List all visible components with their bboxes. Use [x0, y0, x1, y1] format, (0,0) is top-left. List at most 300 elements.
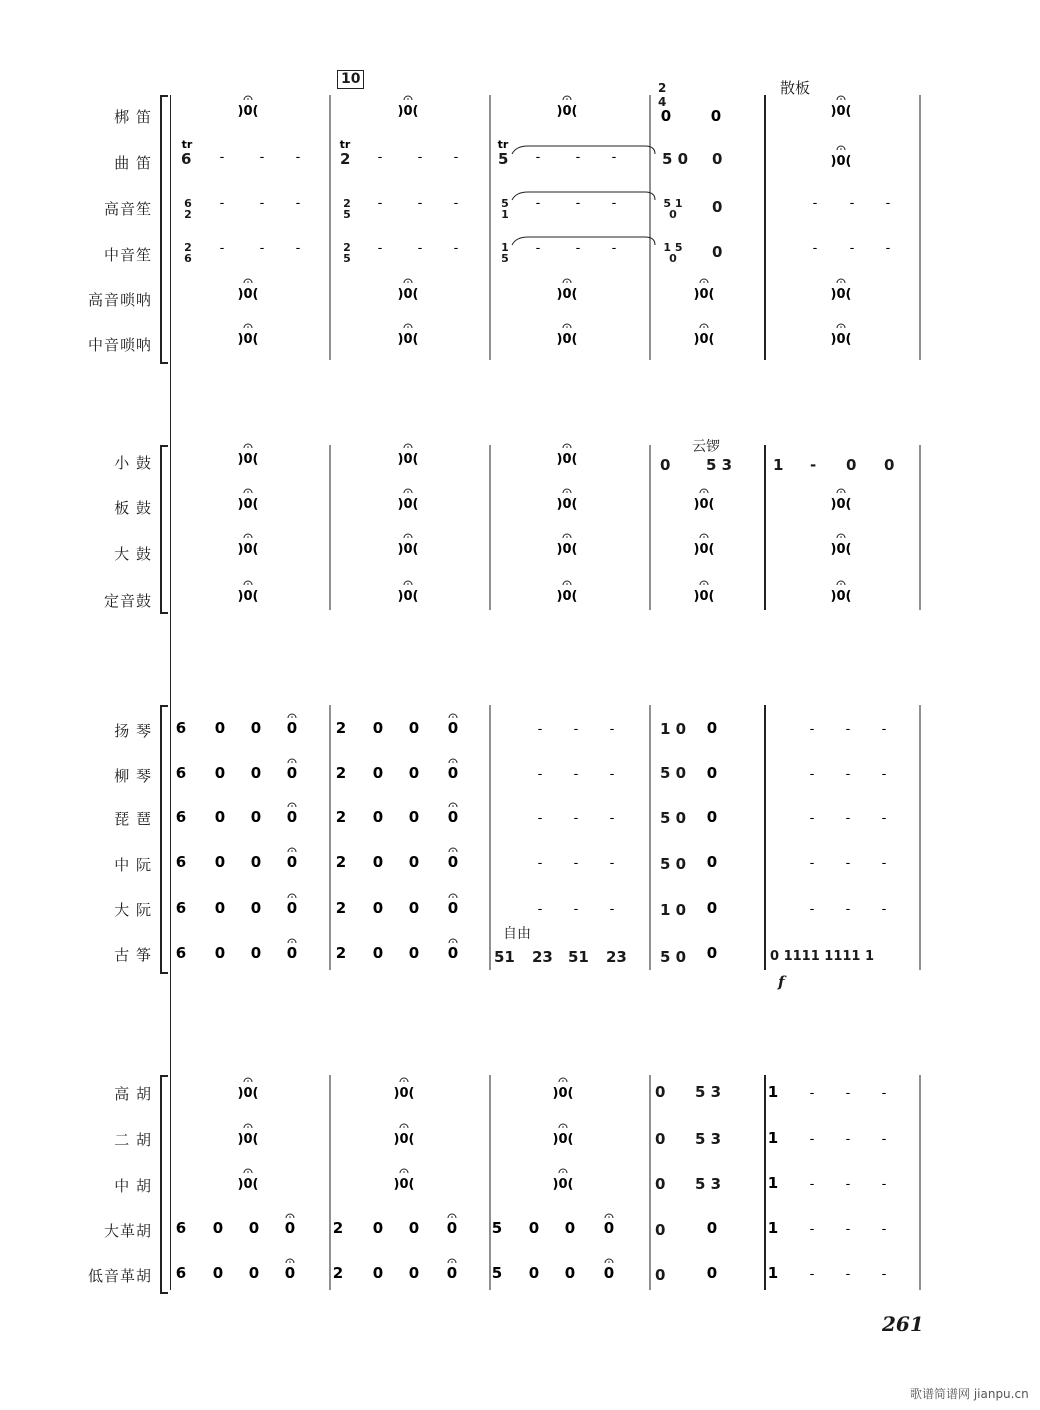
bass-m2-fzero-0: 0	[446, 1219, 458, 1237]
pluck-m2-note-3: 2	[335, 853, 347, 871]
perc-rest-fermata-3-1-dot	[407, 583, 409, 585]
bowed-m5-dash-2-2: -	[881, 1177, 887, 1192]
pluck-m1-fermata-0-dot	[291, 716, 293, 718]
pluck-m3-dash-3-0: -	[537, 856, 543, 871]
pluck-m4-zero-5: 0	[706, 944, 718, 962]
bowed-rest-fermata-2-0-dot	[247, 1171, 249, 1173]
bass-m3-note-1: 5	[491, 1264, 503, 1282]
bass-m2-zero-1-0: 0	[372, 1264, 384, 1282]
wind-rest-fermata-0-2-dot	[566, 98, 568, 100]
pluck-m2-note-0: 2	[335, 719, 347, 737]
pluck-m2-note-5: 2	[335, 944, 347, 962]
bass-m5-dash-0-1: -	[845, 1222, 851, 1237]
instrument-label-gaoyinsheng: 高音笙	[103, 200, 152, 218]
instrument-label-dingyingu: 定音鼓	[103, 592, 152, 610]
wind-dash-b-0-1: -	[417, 150, 423, 165]
wind-dash-m5-1-1: -	[849, 241, 855, 256]
bass-m1-zero-1-0: 0	[212, 1264, 224, 1282]
bass-m5-dash-1-2: -	[881, 1267, 887, 1282]
pluck-m5-dash-0-0: -	[809, 722, 815, 737]
page-number: 261	[882, 1312, 924, 1336]
pluck-m1-fzero-3: 0	[286, 853, 298, 871]
pluck-m3-dash-0-2: -	[609, 722, 615, 737]
perc-rest-0-0: )0(	[237, 452, 259, 467]
wind-dash-c-2-2: -	[611, 241, 617, 256]
pluck-m2-fermata-5-dot	[452, 941, 454, 943]
perc-rest-fermata-2-4-dot	[840, 536, 842, 538]
dagehu-m4: 0	[655, 1221, 666, 1239]
pluck-m2-zero-2-1: 0	[408, 808, 420, 826]
pluck-m2-note-4: 2	[335, 899, 347, 917]
pluck-m2-fzero-3: 0	[447, 853, 459, 871]
wind-dash-c-0-1: -	[575, 150, 581, 165]
pluck-m1-zero-2-0: 0	[214, 808, 226, 826]
pluck-m3-dash-4-2: -	[609, 902, 615, 917]
bowed-rest-fermata-0-0-dot	[247, 1080, 249, 1082]
bowed-rest-fermata-2-1-dot	[403, 1171, 405, 1173]
wind-dash-m5-0-1: -	[849, 196, 855, 211]
wind-dash-b-2-2: -	[453, 241, 459, 256]
bowed-m5-dash-0-1: -	[845, 1086, 851, 1101]
instrument-label-xiaogu: 小 鼓	[114, 454, 152, 472]
bowed-m4-notes-zhonghu: 5 3	[695, 1175, 722, 1193]
instrument-label-bangu: 板 鼓	[114, 499, 152, 517]
perc-rest-1-1: )0(	[397, 497, 419, 512]
pluck-m3-dash-0-0: -	[537, 722, 543, 737]
pluck-m2-zero-3-1: 0	[408, 853, 420, 871]
pluck-m5-dash-1-1: -	[845, 767, 851, 782]
bowed-m5-dash-0-0: -	[809, 1086, 815, 1101]
perc-rest-1-0: )0(	[237, 497, 259, 512]
qudi-m4-rest: 0	[712, 150, 723, 168]
perc-rest-1-4: )0(	[830, 497, 852, 512]
wind-rest-2-4: )0(	[830, 332, 852, 347]
pluck-m5-dash-2-1: -	[845, 811, 851, 826]
bass-m4-zero-1: 0	[706, 1264, 718, 1282]
pluck-m3-dash-1-0: -	[537, 767, 543, 782]
pluck-m1-fermata-3-dot	[291, 850, 293, 852]
bowed-rest-1-2: )0(	[552, 1132, 574, 1147]
bass-m2-fermata-0-dot	[451, 1216, 453, 1218]
tie-wind-2	[512, 237, 655, 245]
pluck-m1-note-3: 6	[175, 853, 187, 871]
bass-m3-fzero-0: 0	[603, 1219, 615, 1237]
xiaogu-m5-dash: -	[810, 456, 817, 474]
wind-dash-c-0-2: -	[611, 150, 617, 165]
pluck-m5-dash-3-1: -	[845, 856, 851, 871]
pluck-m5-dash-1-2: -	[881, 767, 887, 782]
perc-rest-fermata-1-0-dot	[247, 491, 249, 493]
pluck-m1-note-2: 6	[175, 808, 187, 826]
qudi-m4: 5 0	[662, 150, 689, 168]
bowed-m5-note-1: 1	[767, 1129, 779, 1147]
pluck-m2-fzero-5: 0	[447, 944, 459, 962]
instrument-label-pipa: 琵 琶	[114, 810, 152, 828]
wind-rest-2-3: )0(	[693, 332, 715, 347]
wind-rest-1-4: )0(	[830, 287, 852, 302]
wind-rest-0-0: )0(	[237, 104, 259, 119]
xiaogu-m5-note: 1	[773, 456, 784, 474]
instrument-label-bangdi: 梆 笛	[114, 108, 152, 126]
wind-dash-b-1-1: -	[417, 196, 423, 211]
instrument-label-gaohu: 高 胡	[114, 1085, 152, 1103]
pluck-m2-zero-4-0: 0	[372, 899, 384, 917]
bass-m5-dash-1-1: -	[845, 1267, 851, 1282]
wind-rest-2-1: )0(	[397, 332, 419, 347]
yangqin-m4: 1 0	[660, 720, 687, 738]
perc-rest-fermata-2-1-dot	[407, 536, 409, 538]
bowed-rest-0-0: )0(	[237, 1086, 259, 1101]
bass-m1-fermata-0-dot	[289, 1216, 291, 1218]
perc-rest-1-3: )0(	[693, 497, 715, 512]
bowed-m5-note-2: 1	[767, 1174, 779, 1192]
wind-rest-1-1: )0(	[397, 287, 419, 302]
bowed-m5-dash-2-0: -	[809, 1177, 815, 1192]
wind-dash-m5-1-2: -	[885, 241, 891, 256]
wind-rest-1-2: )0(	[556, 287, 578, 302]
wind-rest-fermata-2-3-dot	[703, 326, 705, 328]
perc-rest-0-2: )0(	[556, 452, 578, 467]
wind-rest-0-1: )0(	[397, 104, 419, 119]
pluck-m5-dash-4-0: -	[809, 902, 815, 917]
trill-2: tr	[497, 138, 509, 151]
perc-rest-fermata-1-2-dot	[566, 491, 568, 493]
perc-rest-3-0: )0(	[237, 589, 259, 604]
pluck-m5-dash-4-1: -	[845, 902, 851, 917]
pluck-m4-zero-2: 0	[706, 808, 718, 826]
perc-rest-fermata-2-3-dot	[703, 536, 705, 538]
gaoyinsheng-m4: 5 1 0	[663, 197, 683, 221]
perc-rest-fermata-2-0-dot	[247, 536, 249, 538]
zhongruan-m4: 5 0	[660, 855, 687, 873]
pluck-m1-zero-1-1: 0	[250, 764, 262, 782]
pluck-m2-zero-0-0: 0	[372, 719, 384, 737]
bass-m1-fzero-0: 0	[284, 1219, 296, 1237]
pluck-m3-dash-3-1: -	[573, 856, 579, 871]
pluck-m2-fzero-1: 0	[447, 764, 459, 782]
perc-rest-3-2: )0(	[556, 589, 578, 604]
perc-rest-fermata-3-2-dot	[566, 583, 568, 585]
tempo-marking: 散板	[780, 79, 811, 97]
bass-m2-note-1: 2	[332, 1264, 344, 1282]
bowed-m4-rest-zhonghu: 0	[655, 1175, 666, 1193]
wind-dash-b-2-1: -	[417, 241, 423, 256]
wind-rest-2-0: )0(	[237, 332, 259, 347]
wind-dash-c-1-2: -	[611, 196, 617, 211]
pluck-m1-fzero-2: 0	[286, 808, 298, 826]
perc-rest-fermata-3-4-dot	[840, 583, 842, 585]
time-signature-top: 2	[658, 81, 667, 95]
pluck-m2-fermata-3-dot	[452, 850, 454, 852]
instrument-label-diyingehu: 低音革胡	[87, 1267, 152, 1285]
bowed-m5-note-0: 1	[767, 1083, 779, 1101]
wind-dash-a-2-2: -	[295, 241, 301, 256]
watermark: 歌谱简谱网 jianpu.cn	[910, 1387, 1029, 1401]
pluck-m3-dash-2-1: -	[573, 811, 579, 826]
bowed-rest-fermata-0-2-dot	[562, 1080, 564, 1082]
pluck-m4-zero-1: 0	[706, 764, 718, 782]
pluck-m2-note-1: 2	[335, 764, 347, 782]
wind-rest-fermata-0-4-dot	[840, 98, 842, 100]
pluck-m1-zero-2-1: 0	[250, 808, 262, 826]
zhongyinsheng-m3: 1 5	[501, 241, 509, 265]
pluck-m1-zero-0-0: 0	[214, 719, 226, 737]
pluck-m2-zero-0-1: 0	[408, 719, 420, 737]
wind-dash-c-1-1: -	[575, 196, 581, 211]
pluck-m2-fermata-2-dot	[452, 805, 454, 807]
perc-rest-1-2: )0(	[556, 497, 578, 512]
wind-dash-a-1-0: -	[219, 196, 225, 211]
wind-dash-a-0-0: -	[219, 150, 225, 165]
pluck-m1-zero-4-0: 0	[214, 899, 226, 917]
instrument-label-zhongyinsheng: 中音笙	[103, 246, 152, 264]
wind-rest-fermata-1-4-dot	[840, 281, 842, 283]
wind-rest-fermata-1-2-dot	[566, 281, 568, 283]
annotation-yunluo: 云锣	[692, 439, 720, 455]
pluck-m1-fermata-1-dot	[291, 761, 293, 763]
bangdi-m4-zero1: 0	[660, 107, 672, 125]
instrument-label-zhongyinsuona: 中音唢呐	[87, 336, 152, 354]
time-signature-bottom: 4	[658, 95, 667, 109]
wind-rest-fermata-2-2-dot	[566, 326, 568, 328]
pluck-m1-fermata-2-dot	[291, 805, 293, 807]
bowed-m4-notes-gaohu: 5 3	[695, 1083, 722, 1101]
qudi-m5-rest: )0(	[830, 154, 852, 169]
bowed-m5-dash-1-1: -	[845, 1132, 851, 1147]
wind-dash-a-0-2: -	[295, 150, 301, 165]
perc-rest-2-2: )0(	[556, 542, 578, 557]
guzheng-m3-1: 51	[494, 948, 515, 966]
wind-dash-b-0-2: -	[453, 150, 459, 165]
perc-rest-fermata-3-3-dot	[703, 583, 705, 585]
bowed-rest-fermata-1-0-dot	[247, 1126, 249, 1128]
bass-m2-zero-1-1: 0	[408, 1264, 420, 1282]
pluck-m1-fzero-4: 0	[286, 899, 298, 917]
bass-m3-fzero-1: 0	[603, 1264, 615, 1282]
bowed-rest-1-1: )0(	[393, 1132, 415, 1147]
bowed-m4-rest-erhu: 0	[655, 1130, 666, 1148]
pluck-m4-zero-0: 0	[706, 719, 718, 737]
guzheng-m3-2: 23	[532, 948, 553, 966]
perc-rest-fermata-1-3-dot	[703, 491, 705, 493]
zhongyinsheng-m4-rest: 0	[712, 243, 723, 261]
tie-wind-0	[512, 146, 655, 154]
bowed-rest-fermata-2-2-dot	[562, 1171, 564, 1173]
wind-dash-a-1-2: -	[295, 196, 301, 211]
bass-m1-note-1: 6	[175, 1264, 187, 1282]
pluck-m2-zero-1-0: 0	[372, 764, 384, 782]
rehearsal-mark: 10	[337, 70, 364, 89]
wind-dash-c-0-0: -	[535, 150, 541, 165]
pluck-m1-note-4: 6	[175, 899, 187, 917]
bass-m3-fermata-0-dot	[608, 1216, 610, 1218]
bowed-m4-notes-erhu: 5 3	[695, 1130, 722, 1148]
liuqin-m4: 5 0	[660, 764, 687, 782]
perc-rest-2-3: )0(	[693, 542, 715, 557]
pluck-m2-zero-3-0: 0	[372, 853, 384, 871]
pluck-m3-dash-0-1: -	[573, 722, 579, 737]
qudi-m3: 5	[498, 150, 509, 168]
dynamic-forte: f	[778, 973, 785, 991]
bowed-rest-fermata-1-1-dot	[403, 1126, 405, 1128]
pluck-m1-note-5: 6	[175, 944, 187, 962]
perc-rest-fermata-1-4-dot	[840, 491, 842, 493]
daruan-m4: 1 0	[660, 901, 687, 919]
guzheng-m3-3: 51	[568, 948, 589, 966]
bass-m5-note-0: 1	[767, 1219, 779, 1237]
pluck-m5-dash-3-2: -	[881, 856, 887, 871]
annotation-ziyou: 自由	[503, 926, 531, 942]
gaoyinsheng-m1: 6 2	[184, 197, 192, 221]
qudi-m2: 2	[340, 150, 351, 168]
instrument-label-daruan: 大 阮	[114, 901, 152, 919]
bowed-rest-fermata-0-1-dot	[403, 1080, 405, 1082]
wind-rest-0-4: )0(	[830, 104, 852, 119]
qudi-m1: 6	[181, 150, 192, 168]
bass-m2-fzero-1: 0	[446, 1264, 458, 1282]
wind-dash-c-1-0: -	[535, 196, 541, 211]
instrument-label-guzheng: 古 筝	[114, 946, 152, 964]
bangdi-m4-zero2: 0	[710, 107, 722, 125]
perc-rest-2-1: )0(	[397, 542, 419, 557]
pluck-m1-zero-1-0: 0	[214, 764, 226, 782]
pluck-m2-zero-5-1: 0	[408, 944, 420, 962]
xiaogu-m5-rest2: 0	[884, 456, 895, 474]
instrument-label-dagehu: 大革胡	[103, 1222, 152, 1240]
bowed-rest-0-2: )0(	[552, 1086, 574, 1101]
guzheng-m5: 0 1111 1111 1	[770, 949, 875, 964]
wind-dash-m5-0-0: -	[812, 196, 818, 211]
pluck-m2-zero-5-0: 0	[372, 944, 384, 962]
wind-dash-a-1-1: -	[259, 196, 265, 211]
wind-dash-c-2-1: -	[575, 241, 581, 256]
wind-rest-fermata-2-1-dot	[407, 326, 409, 328]
wind-dash-b-1-0: -	[377, 196, 383, 211]
bowed-m5-dash-1-2: -	[881, 1132, 887, 1147]
bowed-rest-2-0: )0(	[237, 1177, 259, 1192]
bass-m2-note-0: 2	[332, 1219, 344, 1237]
pluck-m1-zero-3-0: 0	[214, 853, 226, 871]
pluck-m1-fermata-5-dot	[291, 941, 293, 943]
instrument-label-dagu: 大 鼓	[114, 545, 152, 563]
bass-m3-zero-1-0: 0	[528, 1264, 540, 1282]
xiaogu-m4-rest: 0	[660, 456, 671, 474]
wind-dash-c-2-0: -	[535, 241, 541, 256]
bowed-rest-1-0: )0(	[237, 1132, 259, 1147]
pluck-m1-note-0: 6	[175, 719, 187, 737]
wind-rest-fermata-0-0-dot	[247, 98, 249, 100]
perc-rest-2-4: )0(	[830, 542, 852, 557]
perc-rest-fermata-0-1-dot	[407, 446, 409, 448]
bass-m5-dash-0-0: -	[809, 1222, 815, 1237]
perc-rest-fermata-0-0-dot	[247, 446, 249, 448]
bass-m3-zero-1-1: 0	[564, 1264, 576, 1282]
pluck-m4-zero-4: 0	[706, 899, 718, 917]
trill-0: tr	[181, 138, 193, 151]
pluck-m2-fzero-2: 0	[447, 808, 459, 826]
bass-m5-dash-0-2: -	[881, 1222, 887, 1237]
pluck-m3-dash-1-1: -	[573, 767, 579, 782]
wind-dash-a-0-1: -	[259, 150, 265, 165]
instrument-label-liuqin: 柳 琴	[114, 767, 152, 785]
bowed-rest-2-2: )0(	[552, 1177, 574, 1192]
bass-m3-fermata-1-dot	[608, 1261, 610, 1263]
wind-rest-1-3: )0(	[693, 287, 715, 302]
wind-dash-b-1-2: -	[453, 196, 459, 211]
wind-dash-a-2-0: -	[219, 241, 225, 256]
pluck-m3-dash-2-2: -	[609, 811, 615, 826]
bass-m4-zero-0: 0	[706, 1219, 718, 1237]
bowed-m5-dash-0-2: -	[881, 1086, 887, 1101]
wind-rest-fermata-2-0-dot	[247, 326, 249, 328]
instrument-label-yangqin: 扬 琴	[114, 722, 152, 740]
pluck-m1-fzero-0: 0	[286, 719, 298, 737]
pluck-m1-fzero-1: 0	[286, 764, 298, 782]
pluck-m2-zero-4-1: 0	[408, 899, 420, 917]
pluck-m5-dash-2-0: -	[809, 811, 815, 826]
instrument-label-erhu: 二 胡	[114, 1131, 152, 1149]
wind-dash-m5-1-0: -	[812, 241, 818, 256]
bass-m1-zero-0-0: 0	[212, 1219, 224, 1237]
qudi-m5-fermata-dot	[840, 148, 842, 150]
pluck-m1-note-1: 6	[175, 764, 187, 782]
pluck-m5-dash-0-2: -	[881, 722, 887, 737]
perc-rest-3-1: )0(	[397, 589, 419, 604]
bass-m3-zero-0-1: 0	[564, 1219, 576, 1237]
perc-rest-fermata-1-1-dot	[407, 491, 409, 493]
wind-rest-2-2: )0(	[556, 332, 578, 347]
pluck-m1-zero-4-1: 0	[250, 899, 262, 917]
bass-m5-note-1: 1	[767, 1264, 779, 1282]
wind-rest-fermata-1-3-dot	[703, 281, 705, 283]
zhongyinsheng-m4: 1 5 0	[663, 241, 683, 265]
wind-dash-b-2-0: -	[377, 241, 383, 256]
pluck-m2-fermata-0-dot	[452, 716, 454, 718]
wind-rest-0-2: )0(	[556, 104, 578, 119]
perc-rest-3-4: )0(	[830, 589, 852, 604]
pluck-m3-dash-3-2: -	[609, 856, 615, 871]
perc-rest-3-3: )0(	[693, 589, 715, 604]
zhongyinsheng-m2: 2 5	[343, 241, 351, 265]
pluck-m5-dash-3-0: -	[809, 856, 815, 871]
bowed-m5-dash-1-0: -	[809, 1132, 815, 1147]
tie-wind-1	[512, 192, 655, 200]
gaoyinsheng-m2: 2 5	[343, 197, 351, 221]
pluck-m2-zero-1-1: 0	[408, 764, 420, 782]
bass-m2-fermata-1-dot	[451, 1261, 453, 1263]
pluck-m5-dash-0-1: -	[845, 722, 851, 737]
bass-m5-dash-1-0: -	[809, 1267, 815, 1282]
bowed-m5-dash-2-1: -	[845, 1177, 851, 1192]
wind-rest-fermata-1-0-dot	[247, 281, 249, 283]
pluck-m3-dash-1-2: -	[609, 767, 615, 782]
pluck-m2-fermata-1-dot	[452, 761, 454, 763]
guzheng-m3-4: 23	[606, 948, 627, 966]
bowed-rest-0-1: )0(	[393, 1086, 415, 1101]
pluck-m3-dash-2-0: -	[537, 811, 543, 826]
perc-rest-fermata-3-0-dot	[247, 583, 249, 585]
pluck-m2-zero-2-0: 0	[372, 808, 384, 826]
instrument-label-gaoyinsuona: 高音唢呐	[87, 291, 152, 309]
trill-1: tr	[339, 138, 351, 151]
bass-m3-zero-0-0: 0	[528, 1219, 540, 1237]
pipa-m4: 5 0	[660, 809, 687, 827]
bass-m1-fermata-1-dot	[289, 1261, 291, 1263]
pluck-m1-zero-5-0: 0	[214, 944, 226, 962]
bass-m3-note-0: 5	[491, 1219, 503, 1237]
pluck-m2-fermata-4-dot	[452, 896, 454, 898]
instrument-label-zhonghu: 中 胡	[114, 1177, 152, 1195]
